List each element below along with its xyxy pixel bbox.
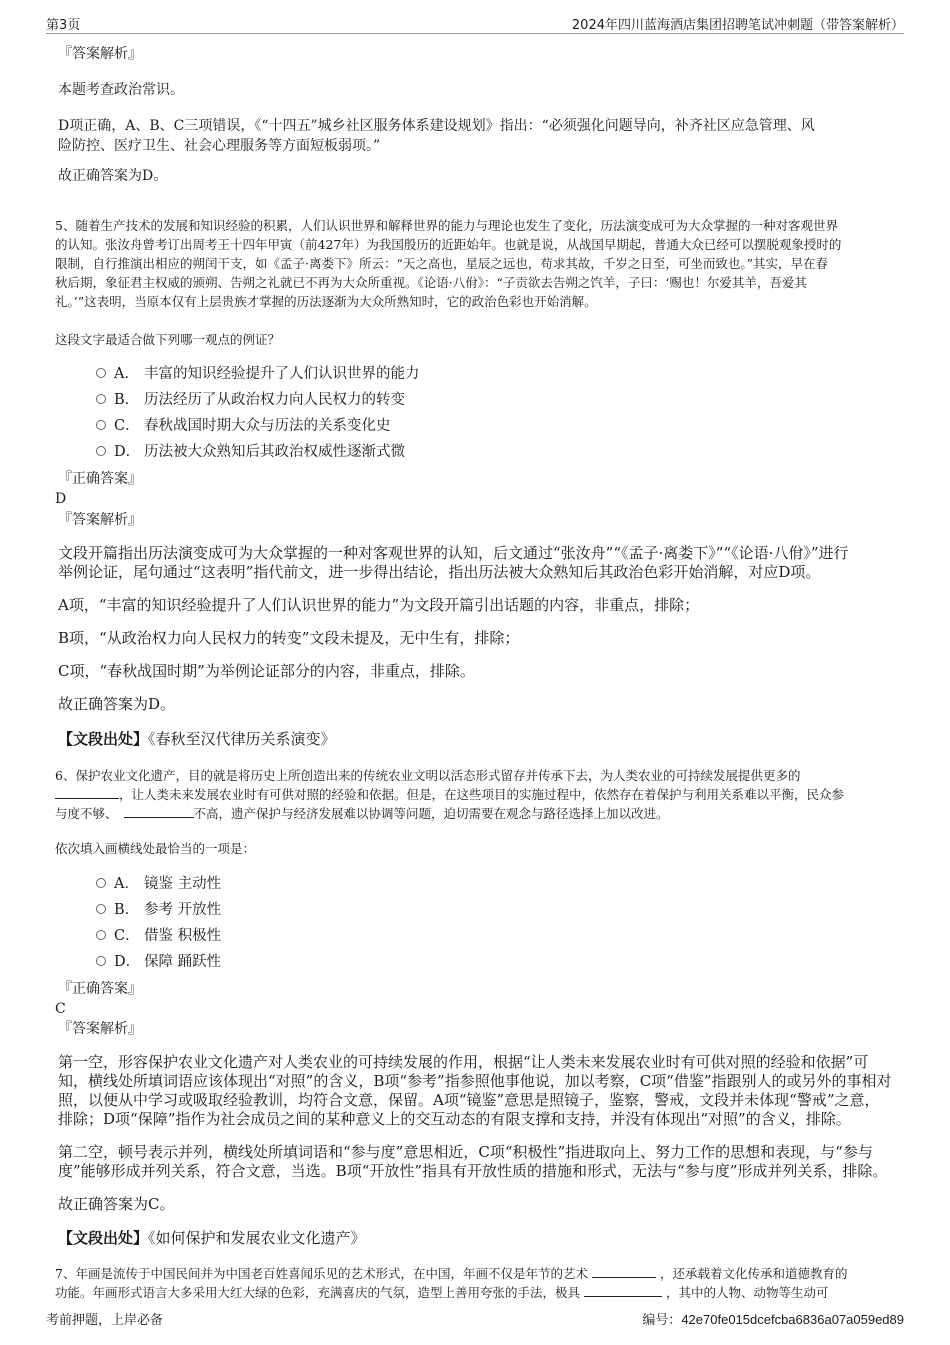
q4-analysis-line: 险防控、医疗卫生、社会心理服务等方面短板弱项。” <box>58 138 381 154</box>
q5-correct-title: 『正确答案』 <box>58 471 142 487</box>
q6-analysis-line: 照，以便从中学习或吸取经验教训，均符合文意，保留。A项“镜鉴”意思是照镜子，鉴察，警戒，文段并未体现“警戒”之意， <box>58 1091 880 1109</box>
radio-icon[interactable] <box>96 904 106 914</box>
q4-analysis-line: D项正确，A、B、C三项错误，《“十四五”城乡社区服务体系建设规划》指出：“必须强化问题导向，补齐社区应急管理、风 <box>58 118 815 134</box>
q5-stem-line: 限制，自行推演出相应的朔闰干支，如《孟子·离娄下》所云：“天之高也，星辰之远也，苟求其故，千岁之日至，可坐而致也。”其实，早在春 <box>55 256 829 271</box>
option-letter: B． <box>114 392 140 408</box>
q6-option-a[interactable] <box>96 874 221 894</box>
q7-stem <box>55 1264 902 1302</box>
radio-icon[interactable] <box>96 420 106 430</box>
q7-stem-text: ，其中的人物、动物等生动可 <box>666 1285 829 1300</box>
q7-stem-line <box>55 1283 902 1302</box>
q6-answer-line: 故正确答案为C。 <box>58 1195 175 1213</box>
document-code: 编号：42e70fe015dcefcba6836a07a059ed89 <box>642 1312 904 1327</box>
option-text: 保障 踊跃性 <box>144 954 222 970</box>
option-text: 丰富的知识经验提升了人们认识世界的能力 <box>144 366 420 382</box>
q5-option-d[interactable] <box>96 442 405 462</box>
q5-option-a[interactable] <box>96 364 420 384</box>
q4-analysis-line: 本题考查政治常识。 <box>58 82 184 98</box>
q5-analysis-line: C项，“春秋战国时期”为举例论证部分的内容，非重点，排除。 <box>58 662 475 680</box>
q6-prompt <box>55 839 902 858</box>
q6-stem-text: 不高，遗产保护与经济发展难以协调等问题，迫切需要在观念与路径选择上加以改进。 <box>193 806 669 821</box>
option-letter: C． <box>114 418 140 434</box>
document-title: 2024年四川蓝海酒店集团招聘笔试冲刺题（带答案解析） <box>571 18 904 33</box>
page-header <box>46 12 904 34</box>
q6-analysis-line: 第二空，顿号表示并列，横线处所填词语和“参与度”意思相近，C项“积极性”指进取向上、努力工作的思想和表现，与“参与 <box>58 1143 873 1161</box>
q4-answer-line: 故正确答案为D。 <box>58 168 168 184</box>
option-letter: A． <box>114 876 139 892</box>
q5-stem-line: 秋后期，象征君主权威的颁朔、告朔之礼就已不再为大众所重视。《论语·八佾》：“子贡欲去告朔之饩羊，子曰：‘赐也！尔爱其羊，吾爱其 <box>55 275 807 290</box>
option-text: 春秋战国时期大众与历法的关系变化史 <box>144 418 391 434</box>
q7-stem-text: 7、年画是流传于中国民间并为中国老百姓喜闻乐见的艺术形式，在中国，年画不仅是年节的艺术 <box>55 1266 588 1281</box>
fill-blank <box>584 1283 662 1297</box>
q5-prompt <box>55 330 902 349</box>
q7-stem-text: 功能。年画形式语言大多采用大红大绿的色彩，充满喜庆的气氛，造型上善用夸张的手法，极具 <box>55 1285 581 1300</box>
q6-source <box>58 1229 900 1248</box>
option-letter: D． <box>114 444 141 460</box>
source-label: 【文段出处】 <box>58 730 149 748</box>
q5-answer-line: 故正确答案为D。 <box>58 695 176 713</box>
option-letter: B． <box>114 902 140 918</box>
q5-stem-line: 5、随着生产技术的发展和知识经验的积累，人们认识世界和解释世界的能力与理论也发生了变化，历法演变成可为大众掌握的一种对客观世界 <box>55 218 838 233</box>
q6-analysis-title: 『答案解析』 <box>58 1021 142 1037</box>
q5-option-c[interactable] <box>96 416 391 436</box>
q6-analysis-line: 第一空，形容保护农业文化遗产对人类农业的可持续发展的作用，根据“让人类未来发展农业时有可供对照的经验和依据”可 <box>58 1053 869 1071</box>
page-number: 第3页 <box>46 18 81 33</box>
q5-analysis-line: 举例论证，尾句通过“这表明”指代前文，进一步得出结论，指出历法被大众熟知后其政治色彩开始消解，对应D项。 <box>58 563 821 581</box>
q6-stem <box>55 766 902 823</box>
footer-slogan: 考前押题，上岸必备 <box>46 1313 164 1328</box>
radio-icon[interactable] <box>96 446 106 456</box>
q5-stem-line: 礼。’”这表明，当原本仅有上层贵族才掌握的历法逐渐为大众所熟知时，它的政治色彩也开始消解。 <box>55 294 597 309</box>
q6-option-c[interactable] <box>96 926 221 946</box>
q5-prompt-text: 这段文字最适合做下列哪一观点的例证？ <box>55 332 281 347</box>
q6-analysis-line: 度”能够形成并列关系，符合文意，当选。B项“开放性”指具有开放性质的措施和形式，无法与“参与度”形成并列关系，排除。 <box>58 1162 888 1180</box>
q5-stem <box>55 216 902 311</box>
q4-analysis-title: 『答案解析』 <box>58 46 142 62</box>
source-title: 《如何保护和发展农业文化遗产》 <box>148 1229 366 1247</box>
option-text: 借鉴 积极性 <box>144 928 222 944</box>
option-letter: C． <box>114 928 140 944</box>
option-letter: A． <box>114 366 139 382</box>
q6-correct-title: 『正确答案』 <box>58 981 142 997</box>
q7-stem-text: ，还承载着文化传承和道德教育的 <box>659 1266 848 1281</box>
option-text: 参考 开放性 <box>144 902 222 918</box>
option-text: 历法经历了从政治权力向人民权力的转变 <box>144 392 405 408</box>
q5-analysis-line: B项，“从政治权力向人民权力的转变”文段未提及，无中生有，排除； <box>58 629 520 647</box>
q5-source <box>58 730 900 749</box>
q6-analysis-line: 排除；D项“保障”指作为社会成员之间的某种意义上的交互动态的有限支撑和支持，并没有体现出“对照”的含义，排除。 <box>58 1110 851 1128</box>
q6-stem-text: ，让人类未来发展农业时有可供对照的经验和依据。但是，在这些项目的实施过程中，依然存在着保护与利用关系难以平衡，民众参 <box>119 787 845 802</box>
q6-stem-line: 6、保护农业文化遗产，目的就是将历史上所创造出来的传统农业文明以活态形式留存并传承下去，为人类农业的可持续发展提供更多的 <box>55 768 801 783</box>
q6-stem-line <box>55 785 902 804</box>
q6-option-b[interactable] <box>96 900 221 920</box>
source-title: 《春秋至汉代律历关系演变》 <box>148 730 336 748</box>
source-label: 【文段出处】 <box>58 1229 149 1247</box>
radio-icon[interactable] <box>96 878 106 888</box>
q5-analysis-title: 『答案解析』 <box>58 512 142 528</box>
q6-correct-answer: C <box>55 1001 66 1017</box>
q5-stem-line: 的认知。张汝舟曾考订出周考王十四年甲寅（前427年）为我国殷历的近距始年。也就是说，从战国早期起，普通大众已经可以摆脱观象授时的 <box>55 237 842 252</box>
q5-option-b[interactable] <box>96 390 405 410</box>
q6-stem-text: 与度不够、 <box>55 806 118 821</box>
fill-blank <box>592 1264 656 1278</box>
radio-icon[interactable] <box>96 930 106 940</box>
page-footer <box>46 1309 904 1329</box>
option-text: 历法被大众熟知后其政治权威性逐渐式微 <box>144 444 405 460</box>
radio-icon[interactable] <box>96 394 106 404</box>
q5-correct-answer: D <box>55 491 67 507</box>
q5-analysis-line: A项，“丰富的知识经验提升了人们认识世界的能力”为文段开篇引出话题的内容，非重点，排除； <box>58 596 700 614</box>
q7-stem-line <box>55 1264 902 1283</box>
q6-prompt-text: 依次填入画横线处最恰当的一项是： <box>55 841 256 856</box>
q5-analysis-line: 文段开篇指出历法演变成可为大众掌握的一种对客观世界的认知，后文通过“张汝舟”“《孟子·离娄下》”“《论语·八佾》”进行 <box>58 544 849 562</box>
option-letter: D． <box>114 954 141 970</box>
q6-stem-line <box>55 804 902 823</box>
q6-option-d[interactable] <box>96 952 221 972</box>
q6-analysis-line: 知，横线处所填词语应该体现出“对照”的含义，B项“参考”指参照他事他说，加以考察，C项“借鉴”指跟别人的或另外的事相对 <box>58 1072 892 1090</box>
radio-icon[interactable] <box>96 368 106 378</box>
option-text: 镜鉴 主动性 <box>144 876 222 892</box>
fill-blank <box>55 785 119 799</box>
fill-blank <box>124 804 194 818</box>
radio-icon[interactable] <box>96 956 106 966</box>
